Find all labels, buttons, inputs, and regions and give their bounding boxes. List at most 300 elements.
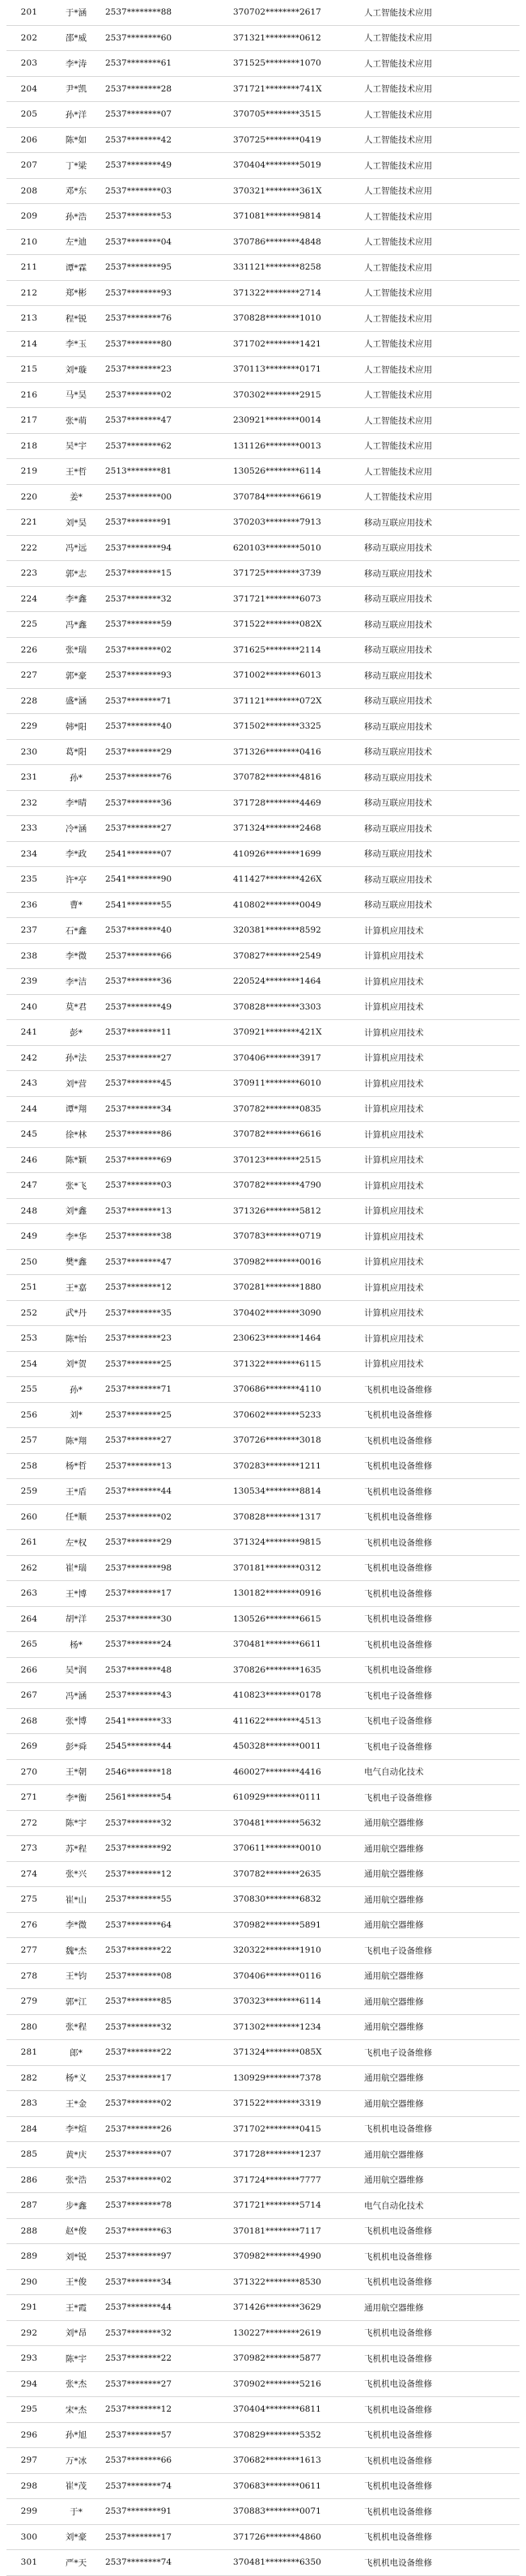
id-number: 371728********1237 <box>230 2142 353 2168</box>
exam-number: 2537********43 <box>100 1683 230 1709</box>
major-name: 飞机机电设备维修 <box>353 1504 520 1530</box>
exam-number: 2537********34 <box>100 2269 230 2295</box>
row-number: 254 <box>6 1351 52 1377</box>
id-number: 371322********6115 <box>230 1351 353 1377</box>
admission-list-table <box>6 0 520 2576</box>
student-name: 王*哲 <box>52 459 100 485</box>
id-number: 610929********0111 <box>230 1785 353 1811</box>
exam-number: 2537********32 <box>100 586 230 612</box>
major-name: 计算机应用技术 <box>353 1326 520 1352</box>
major-name: 飞机机电设备维修 <box>353 1428 520 1454</box>
student-name: 左*迪 <box>52 229 100 255</box>
id-number: 370203********7913 <box>230 510 353 536</box>
exam-number: 2537********13 <box>100 1198 230 1224</box>
student-name: 陈*如 <box>52 127 100 153</box>
table-row <box>6 1861 520 1887</box>
exam-number: 2537********11 <box>100 1020 230 1046</box>
student-name: 石*鑫 <box>52 918 100 944</box>
exam-number: 2537********40 <box>100 714 230 740</box>
student-name: 张*博 <box>52 1708 100 1734</box>
major-name: 人工智能技术应用 <box>353 331 520 357</box>
id-number: 370406********0116 <box>230 1963 353 1989</box>
row-number: 301 <box>6 2550 52 2576</box>
major-name: 通用航空器维修 <box>353 2065 520 2091</box>
table-row <box>6 102 520 128</box>
table-row <box>6 1249 520 1275</box>
id-number: 371426********3629 <box>230 2295 353 2321</box>
id-number: 450328********0011 <box>230 1734 353 1760</box>
table-row <box>6 892 520 918</box>
table-row <box>6 1071 520 1097</box>
major-name: 飞机机电设备维修 <box>353 2116 520 2142</box>
exam-number: 2537********07 <box>100 102 230 128</box>
table-row <box>6 1989 520 2015</box>
student-name: 盛*涵 <box>52 688 100 714</box>
exam-number: 2537********32 <box>100 1810 230 1836</box>
exam-number: 2537********12 <box>100 1861 230 1887</box>
exam-number: 2537********17 <box>100 1581 230 1607</box>
row-number: 291 <box>6 2295 52 2321</box>
student-name: 许*亭 <box>52 867 100 893</box>
student-name: 冯*远 <box>52 535 100 561</box>
student-name: 胡*洋 <box>52 1606 100 1632</box>
id-number: 410802********0049 <box>230 892 353 918</box>
student-name: 左*权 <box>52 1530 100 1556</box>
exam-number: 2537********26 <box>100 2116 230 2142</box>
exam-number: 2537********02 <box>100 2167 230 2193</box>
id-number: 371702********0415 <box>230 2116 353 2142</box>
student-name: 杨*哲 <box>52 1453 100 1479</box>
row-number: 233 <box>6 816 52 842</box>
id-number: 370481********6611 <box>230 1632 353 1658</box>
exam-number: 2537********30 <box>100 1606 230 1632</box>
id-number: 370113********0171 <box>230 357 353 383</box>
id-number: 411622********4513 <box>230 1708 353 1734</box>
exam-number: 2537********03 <box>100 1173 230 1199</box>
table-row <box>6 2040 520 2066</box>
exam-number: 2537********03 <box>100 178 230 204</box>
id-number: 370321********361X <box>230 178 353 204</box>
id-number: 371324********2468 <box>230 816 353 842</box>
row-number: 300 <box>6 2524 52 2550</box>
major-name: 计算机应用技术 <box>353 1020 520 1046</box>
major-name: 移动互联应用技术 <box>353 637 520 663</box>
table-row <box>6 1096 520 1122</box>
id-number: 370602********5233 <box>230 1402 353 1428</box>
student-name: 张*飞 <box>52 1173 100 1199</box>
student-name: 吴*润 <box>52 1657 100 1683</box>
exam-number: 2537********95 <box>100 255 230 281</box>
id-number: 410926********1699 <box>230 841 353 867</box>
table-row <box>6 2295 520 2321</box>
exam-number: 2537********13 <box>100 1453 230 1479</box>
id-number: 370181********0312 <box>230 1555 353 1581</box>
id-number: 371702********1421 <box>230 331 353 357</box>
exam-number: 2537********44 <box>100 2295 230 2321</box>
id-number: 370830********6832 <box>230 1887 353 1913</box>
table-row <box>6 408 520 434</box>
row-number: 208 <box>6 178 52 204</box>
major-name: 计算机应用技术 <box>353 1147 520 1173</box>
table-row <box>6 0 520 25</box>
table-row <box>6 1836 520 1862</box>
major-name: 飞机机电设备维修 <box>353 1581 520 1607</box>
exam-number: 2537********08 <box>100 1963 230 1989</box>
major-name: 飞机机电设备维修 <box>353 2448 520 2474</box>
id-number: 370725********0419 <box>230 127 353 153</box>
id-number: 370883********0071 <box>230 2499 353 2525</box>
student-name: 刘*锐 <box>52 2244 100 2270</box>
student-name: 吴*宇 <box>52 433 100 459</box>
row-number: 265 <box>6 1632 52 1658</box>
table-row <box>6 280 520 306</box>
row-number: 209 <box>6 204 52 230</box>
id-number: 320322********1910 <box>230 1938 353 1964</box>
table-row <box>6 2320 520 2346</box>
exam-number: 2537********27 <box>100 2371 230 2397</box>
table-row <box>6 1759 520 1785</box>
id-number: 370283********1211 <box>230 1453 353 1479</box>
exam-number: 2537********32 <box>100 2320 230 2346</box>
student-name: 李*微 <box>52 1912 100 1938</box>
row-number: 241 <box>6 1020 52 1046</box>
exam-number: 2537********69 <box>100 1147 230 1173</box>
exam-number: 2537********71 <box>100 688 230 714</box>
row-number: 256 <box>6 1402 52 1428</box>
exam-number: 2537********48 <box>100 1657 230 1683</box>
id-number: 370982********0016 <box>230 1249 353 1275</box>
table-row <box>6 1275 520 1301</box>
exam-number: 2537********02 <box>100 637 230 663</box>
table-row <box>6 2065 520 2091</box>
id-number: 370828********1317 <box>230 1504 353 1530</box>
student-name: 刘*鑫 <box>52 1198 100 1224</box>
id-number: 370982********5891 <box>230 1912 353 1938</box>
id-number: 370782********6616 <box>230 1122 353 1148</box>
student-name: 邓*东 <box>52 178 100 204</box>
exam-number: 2541********55 <box>100 892 230 918</box>
exam-number: 2537********02 <box>100 1504 230 1530</box>
student-name: 马*昊 <box>52 382 100 408</box>
table-row <box>6 1453 520 1479</box>
exam-number: 2537********61 <box>100 51 230 77</box>
major-name: 移动互联应用技术 <box>353 765 520 791</box>
id-number: 371721********741X <box>230 76 353 102</box>
id-number: 370826********1635 <box>230 1657 353 1683</box>
row-number: 220 <box>6 484 52 510</box>
id-number: 370611********0010 <box>230 1836 353 1862</box>
row-number: 201 <box>6 0 52 25</box>
row-number: 222 <box>6 535 52 561</box>
student-name: 刘* <box>52 1402 100 1428</box>
major-name: 通用航空器维修 <box>353 1912 520 1938</box>
student-name: 郭*豪 <box>52 663 100 689</box>
major-name: 人工智能技术应用 <box>353 255 520 281</box>
id-number: 460027********4416 <box>230 1759 353 1785</box>
exam-number: 2537********76 <box>100 765 230 791</box>
student-name: 徐*林 <box>52 1122 100 1148</box>
row-number: 275 <box>6 1887 52 1913</box>
id-number: 130182********0916 <box>230 1581 353 1607</box>
row-number: 279 <box>6 1989 52 2015</box>
id-number: 371721********6073 <box>230 586 353 612</box>
exam-number: 2537********91 <box>100 510 230 536</box>
major-name: 移动互联应用技术 <box>353 790 520 816</box>
id-number: 370682********1613 <box>230 2448 353 2474</box>
table-body <box>6 0 520 2575</box>
major-name: 移动互联应用技术 <box>353 663 520 689</box>
student-name: 李*涛 <box>52 51 100 77</box>
row-number: 288 <box>6 2218 52 2244</box>
student-name: 于*涵 <box>52 0 100 25</box>
major-name: 通用航空器维修 <box>353 2167 520 2193</box>
student-name: 严*天 <box>52 2550 100 2576</box>
student-name: 苏*程 <box>52 1836 100 1862</box>
student-name: 邵*威 <box>52 25 100 51</box>
major-name: 计算机应用技术 <box>353 1122 520 1148</box>
exam-number: 2537********23 <box>100 1326 230 1352</box>
table-row <box>6 2218 520 2244</box>
row-number: 251 <box>6 1275 52 1301</box>
exam-number: 2537********17 <box>100 2065 230 2091</box>
exam-number: 2537********12 <box>100 1275 230 1301</box>
row-number: 205 <box>6 102 52 128</box>
major-name: 人工智能技术应用 <box>353 306 520 332</box>
exam-number: 2537********27 <box>100 1045 230 1071</box>
table-row <box>6 612 520 638</box>
student-name: 冷*涵 <box>52 816 100 842</box>
row-number: 234 <box>6 841 52 867</box>
table-row <box>6 994 520 1020</box>
table-row <box>6 841 520 867</box>
id-number: 370302********2915 <box>230 382 353 408</box>
exam-number: 2537********07 <box>100 2142 230 2168</box>
exam-number: 2537********25 <box>100 1402 230 1428</box>
exam-number: 2537********62 <box>100 433 230 459</box>
row-number: 261 <box>6 1530 52 1556</box>
student-name: 李*华 <box>52 1224 100 1250</box>
table-row <box>6 382 520 408</box>
row-number: 218 <box>6 433 52 459</box>
major-name: 飞机机电设备维修 <box>353 1402 520 1428</box>
student-name: 宋*杰 <box>52 2397 100 2423</box>
major-name: 电气自动化技术 <box>353 1759 520 1785</box>
row-number: 294 <box>6 2371 52 2397</box>
exam-number: 2537********27 <box>100 1428 230 1454</box>
major-name: 飞机机电设备维修 <box>353 1606 520 1632</box>
student-name: 郎* <box>52 2040 100 2066</box>
row-number: 292 <box>6 2320 52 2346</box>
student-name: 郭*志 <box>52 561 100 587</box>
major-name: 飞机机电设备维修 <box>353 2499 520 2525</box>
table-row <box>6 969 520 995</box>
id-number: 370902********5216 <box>230 2371 353 2397</box>
row-number: 286 <box>6 2167 52 2193</box>
major-name: 计算机应用技术 <box>353 1198 520 1224</box>
id-number: 371502********3325 <box>230 714 353 740</box>
student-name: 彭* <box>52 1020 100 1046</box>
row-number: 244 <box>6 1096 52 1122</box>
row-number: 203 <box>6 51 52 77</box>
student-name: 刘*昂 <box>52 2320 100 2346</box>
exam-number: 2537********44 <box>100 1479 230 1505</box>
row-number: 258 <box>6 1453 52 1479</box>
table-row <box>6 1300 520 1326</box>
student-name: 陈*宇 <box>52 2346 100 2372</box>
table-row <box>6 2244 520 2270</box>
id-number: 371326********5812 <box>230 1198 353 1224</box>
exam-number: 2537********38 <box>100 1224 230 1250</box>
table-row <box>6 127 520 153</box>
id-number: 370481********6350 <box>230 2550 353 2576</box>
table-row <box>6 459 520 485</box>
row-number: 232 <box>6 790 52 816</box>
id-number: 370404********5019 <box>230 153 353 179</box>
table-row <box>6 25 520 51</box>
row-number: 295 <box>6 2397 52 2423</box>
exam-number: 2537********74 <box>100 2550 230 2576</box>
id-number: 331121********8258 <box>230 255 353 281</box>
major-name: 人工智能技术应用 <box>353 433 520 459</box>
table-row <box>6 1657 520 1683</box>
table-row <box>6 714 520 740</box>
student-name: 陈*宇 <box>52 1810 100 1836</box>
student-name: 谭*霖 <box>52 255 100 281</box>
student-name: 孙*法 <box>52 1045 100 1071</box>
table-row <box>6 1122 520 1148</box>
id-number: 320381********8592 <box>230 918 353 944</box>
table-row <box>6 918 520 944</box>
id-number: 130534********8814 <box>230 1479 353 1505</box>
student-name: 王*盾 <box>52 1479 100 1505</box>
exam-number: 2537********86 <box>100 1122 230 1148</box>
table-row <box>6 1708 520 1734</box>
id-number: 130929********7378 <box>230 2065 353 2091</box>
major-name: 移动互联应用技术 <box>353 688 520 714</box>
major-name: 人工智能技术应用 <box>353 153 520 179</box>
exam-number: 2537********45 <box>100 1071 230 1097</box>
exam-number: 2537********49 <box>100 994 230 1020</box>
student-name: 任*顺 <box>52 1504 100 1530</box>
row-number: 281 <box>6 2040 52 2066</box>
table-row <box>6 663 520 689</box>
row-number: 210 <box>6 229 52 255</box>
table-row <box>6 1555 520 1581</box>
exam-number: 2537********59 <box>100 612 230 638</box>
exam-number: 2537********98 <box>100 1555 230 1581</box>
student-name: 孙*洋 <box>52 102 100 128</box>
row-number: 278 <box>6 1963 52 1989</box>
row-number: 280 <box>6 2014 52 2040</box>
student-name: 樊*鑫 <box>52 1249 100 1275</box>
id-number: 370828********1010 <box>230 306 353 332</box>
table-row <box>6 2422 520 2448</box>
table-row <box>6 1147 520 1173</box>
major-name: 飞机机电设备维修 <box>353 2244 520 2270</box>
table-row <box>6 1020 520 1046</box>
table-row <box>6 1683 520 1709</box>
table-row <box>6 153 520 179</box>
id-number: 371324********085X <box>230 2040 353 2066</box>
exam-number: 2537********76 <box>100 306 230 332</box>
row-number: 215 <box>6 357 52 383</box>
table-row <box>6 2346 520 2372</box>
id-number: 371724********7777 <box>230 2167 353 2193</box>
major-name: 飞机机电设备维修 <box>353 1453 520 1479</box>
major-name: 计算机应用技术 <box>353 994 520 1020</box>
id-number: 370686********4110 <box>230 1377 353 1403</box>
major-name: 飞机机电设备维修 <box>353 1530 520 1556</box>
major-name: 人工智能技术应用 <box>353 76 520 102</box>
student-name: 步*鑫 <box>52 2193 100 2219</box>
id-number: 370281********1880 <box>230 1275 353 1301</box>
row-number: 253 <box>6 1326 52 1352</box>
student-name: 王*霞 <box>52 2295 100 2321</box>
id-number: 370123********2515 <box>230 1147 353 1173</box>
student-name: 黄*庆 <box>52 2142 100 2168</box>
exam-number: 2537********55 <box>100 1887 230 1913</box>
major-name: 飞机电子设备维修 <box>353 1734 520 1760</box>
row-number: 245 <box>6 1122 52 1148</box>
id-number: 370982********4990 <box>230 2244 353 2270</box>
major-name: 飞机机电设备维修 <box>353 2550 520 2576</box>
major-name: 计算机应用技术 <box>353 1351 520 1377</box>
row-number: 214 <box>6 331 52 357</box>
major-name: 飞机电子设备维修 <box>353 2040 520 2066</box>
row-number: 248 <box>6 1198 52 1224</box>
student-name: 谭*翔 <box>52 1096 100 1122</box>
major-name: 计算机应用技术 <box>353 1071 520 1097</box>
major-name: 飞机机电设备维修 <box>353 1657 520 1683</box>
row-number: 263 <box>6 1581 52 1607</box>
major-name: 飞机电子设备维修 <box>353 1938 520 1964</box>
table-row <box>6 433 520 459</box>
major-name: 通用航空器维修 <box>353 2295 520 2321</box>
table-row <box>6 1045 520 1071</box>
student-name: 曹* <box>52 892 100 918</box>
exam-number: 2537********93 <box>100 663 230 689</box>
row-number: 282 <box>6 2065 52 2091</box>
row-number: 240 <box>6 994 52 1020</box>
table-row <box>6 2397 520 2423</box>
exam-number: 2541********07 <box>100 841 230 867</box>
row-number: 283 <box>6 2091 52 2117</box>
major-name: 飞机机电设备维修 <box>353 2269 520 2295</box>
major-name: 通用航空器维修 <box>353 1989 520 2015</box>
table-row <box>6 586 520 612</box>
id-number: 371322********8530 <box>230 2269 353 2295</box>
table-row <box>6 2371 520 2397</box>
major-name: 计算机应用技术 <box>353 969 520 995</box>
exam-number: 2537********47 <box>100 1249 230 1275</box>
major-name: 飞机机电设备维修 <box>353 2397 520 2423</box>
student-name: 李*晴 <box>52 790 100 816</box>
exam-number: 2537********29 <box>100 739 230 765</box>
row-number: 276 <box>6 1912 52 1938</box>
id-number: 370782********4816 <box>230 765 353 791</box>
id-number: 230921********0014 <box>230 408 353 434</box>
row-number: 239 <box>6 969 52 995</box>
table-row <box>6 867 520 893</box>
student-name: 王*嘉 <box>52 1275 100 1301</box>
major-name: 计算机应用技术 <box>353 943 520 969</box>
id-number: 370404********6811 <box>230 2397 353 2423</box>
row-number: 243 <box>6 1071 52 1097</box>
major-name: 飞机机电设备维修 <box>353 1555 520 1581</box>
major-name: 人工智能技术应用 <box>353 25 520 51</box>
table-row <box>6 1912 520 1938</box>
major-name: 飞机机电设备维修 <box>353 2371 520 2397</box>
